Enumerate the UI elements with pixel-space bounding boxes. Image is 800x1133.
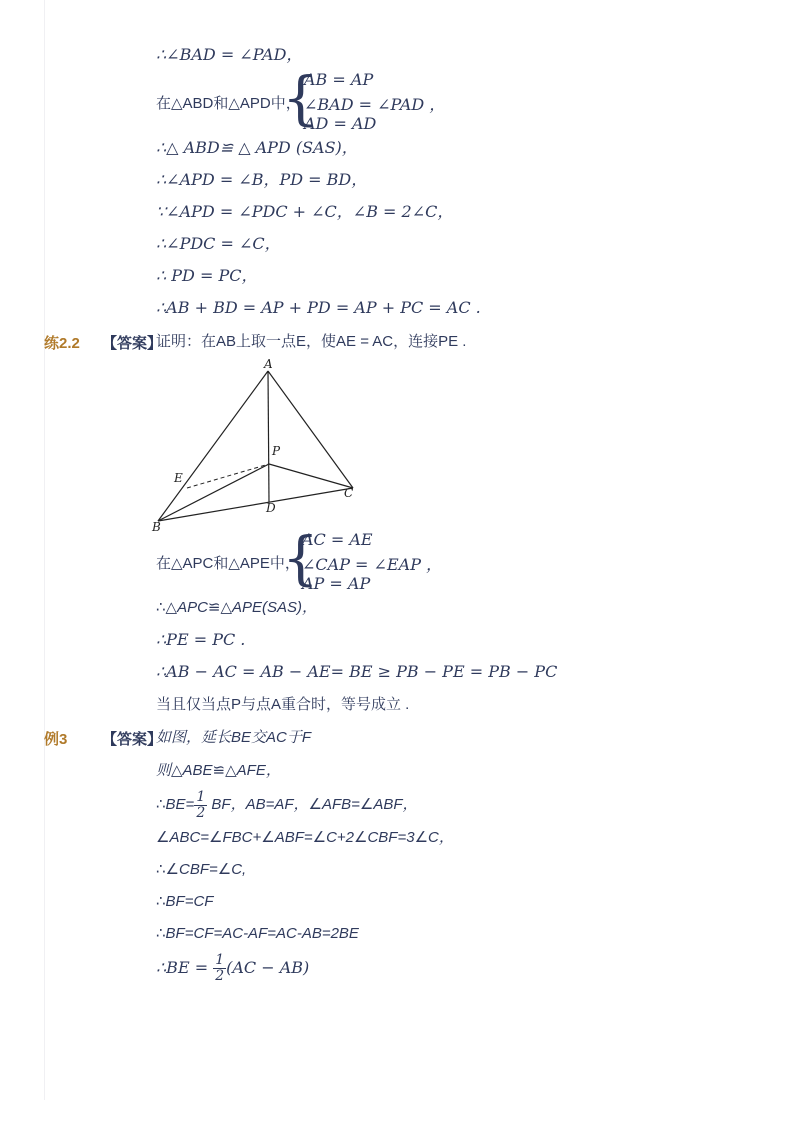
- answer-tag: 【答案】: [102, 731, 163, 748]
- step-equality-condition: 当且仅当点P与点A重合时，等号成立 .: [156, 696, 410, 713]
- example-label: 例3: [44, 731, 68, 748]
- step-pdc-c: ∴∠PDC = ∠C，: [156, 234, 281, 253]
- step-bad-pad: ∴∠BAD = ∠PAD，: [156, 45, 303, 64]
- step-pd-pc: ∴ PD = PC，: [156, 266, 258, 285]
- step-bf-cf: ∴BF=CF: [156, 893, 214, 910]
- system-row: AP = AP: [302, 574, 371, 593]
- point-label: P: [272, 444, 281, 458]
- left-brace: {: [282, 524, 319, 592]
- text-fragment: ∴BE =: [156, 958, 209, 977]
- step-inequality: ∴AB − AC = AB − AE= BE ≥ PB − PE = PB − PC: [156, 662, 558, 681]
- text-fragment: BF，AB=AF，∠AFB=∠ABF，: [211, 796, 418, 813]
- answer-tag: 【答案】: [102, 335, 163, 352]
- point-label: E: [174, 471, 183, 485]
- point-label: A: [264, 357, 273, 371]
- left-brace: {: [282, 64, 319, 132]
- denominator: 2: [215, 968, 225, 984]
- margin-rule: [44, 0, 45, 1100]
- exercise-label: 练2.2: [44, 335, 80, 352]
- system-row: AB = AP: [304, 70, 374, 89]
- numerator: 1: [215, 952, 225, 968]
- step-apd-b: ∴∠APD = ∠B，PD = BD，: [156, 170, 368, 189]
- step-final: [156, 950, 309, 986]
- step-apd-sum: ∵∠APD = ∠PDC + ∠C，∠B = 2∠C，: [156, 202, 454, 221]
- step-abc-angle: ∠ABC=∠FBC+∠ABF=∠C+2∠CBF=3∠C，: [156, 829, 454, 846]
- fraction: [213, 953, 226, 984]
- point-label: D: [266, 501, 276, 515]
- step-be-half-bf: [156, 787, 418, 823]
- text-fragment: ∴BE=: [156, 796, 195, 813]
- denominator: 2: [196, 804, 206, 821]
- step-abe-afe: 则△ABE≌△AFE，: [156, 762, 281, 779]
- example-intro: 如图，延长BE交AC于F: [156, 729, 312, 746]
- system-lead: 在△ABD和△APD中，: [156, 95, 301, 112]
- step-cbf-c: ∴∠CBF=∠C,: [156, 861, 247, 878]
- point-label: B: [152, 520, 161, 534]
- system-row: ∠BAD = ∠PAD ，: [304, 95, 446, 114]
- system-row: AC = AE: [302, 530, 373, 549]
- system-row: ∠CAP = ∠EAP ，: [302, 555, 443, 574]
- numerator: 1: [196, 788, 206, 805]
- fraction: [194, 790, 207, 821]
- text-fragment: (AC − AB): [226, 958, 310, 977]
- step-bf-2be: ∴BF=CF=AC-AF=AC-AB=2BE: [156, 925, 359, 942]
- point-label: C: [344, 486, 354, 500]
- proof-intro: 证明：在AB上取一点E，使AE = AC，连接PE .: [156, 333, 467, 350]
- system-lead: 在△APC和△APE中，: [156, 555, 300, 572]
- step-congruent-2: ∴△APC≌△APE(SAS)，: [156, 599, 318, 616]
- step-conclusion: ∴AB + BD = AP + PD = AP + PC = AC .: [156, 298, 481, 317]
- triangle-figure: [148, 355, 368, 535]
- step-congruent: ∴△ ABD≌ △ APD (SAS)，: [156, 138, 358, 157]
- system-row: AD = AD: [304, 114, 377, 133]
- step-pe-pc: ∴PE = PC .: [156, 630, 246, 649]
